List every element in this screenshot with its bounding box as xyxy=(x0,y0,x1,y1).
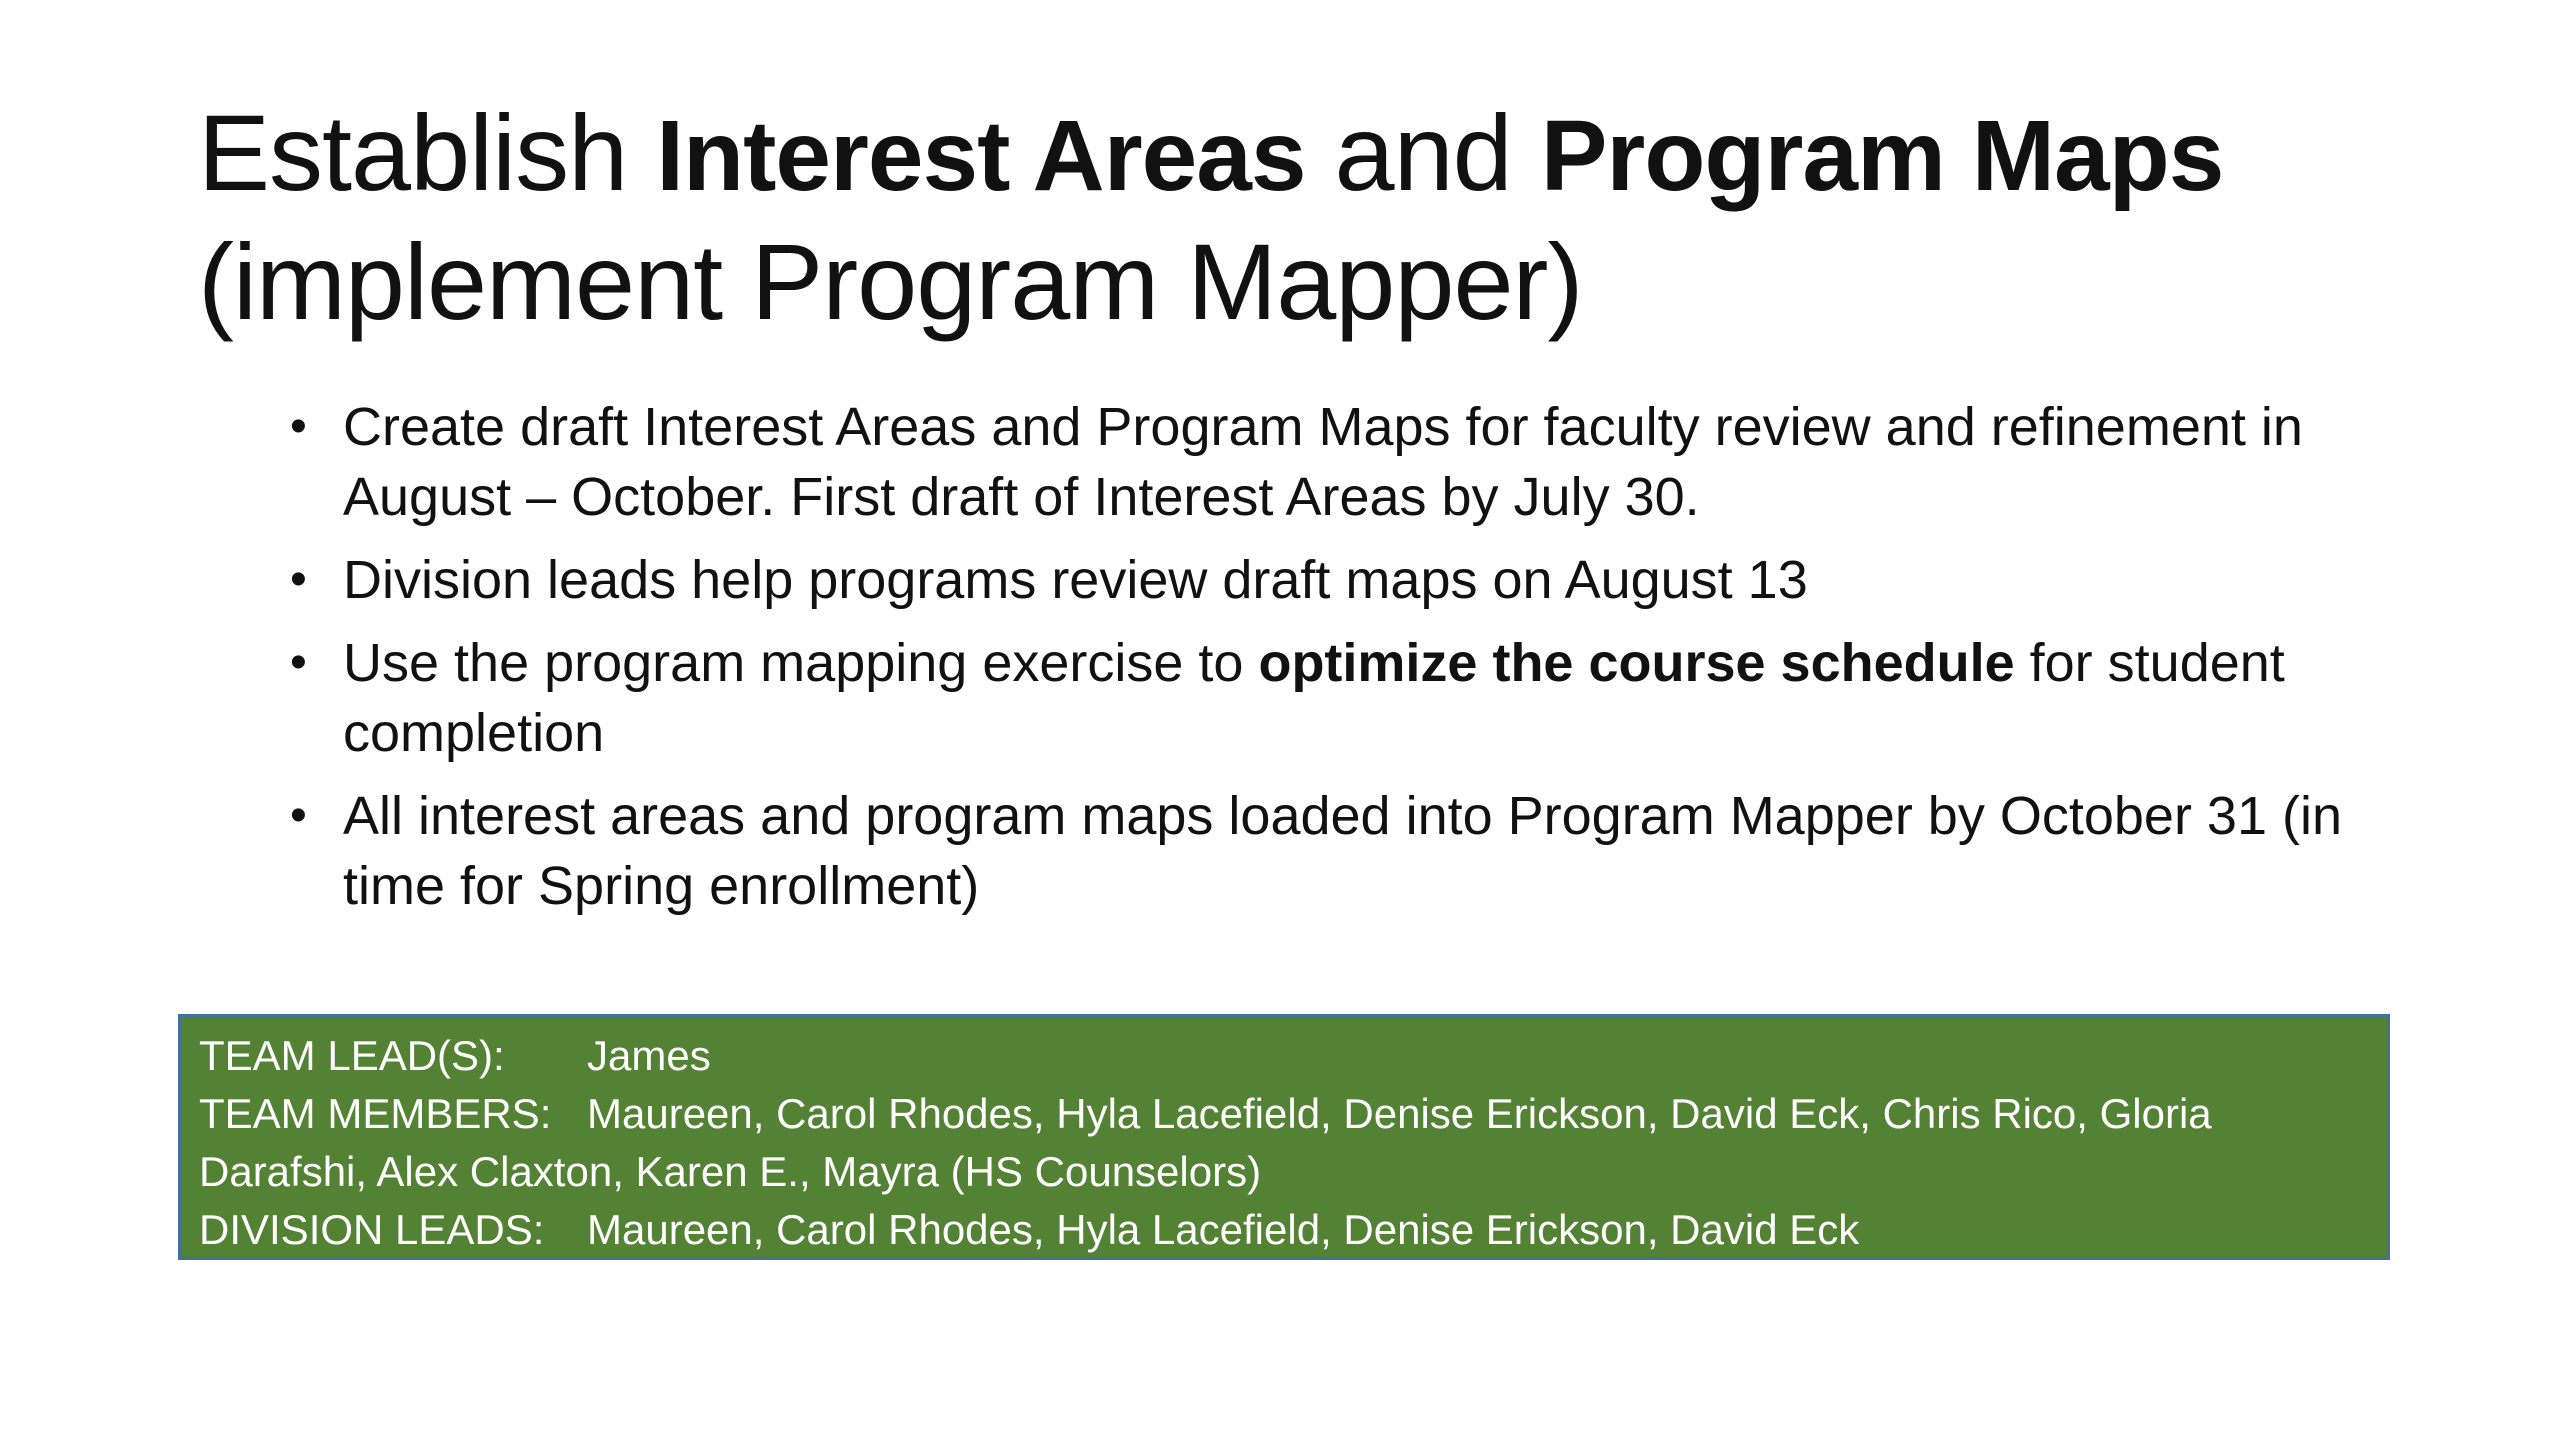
team-lead-line xyxy=(199,1027,2371,1085)
bullet-list xyxy=(290,392,2410,934)
bullet-glyph: • xyxy=(290,636,307,689)
bullet-item-3 xyxy=(290,628,2410,768)
title-interest-areas: Interest Areas xyxy=(656,100,1306,212)
team-lead-label: TEAM LEAD(S): xyxy=(199,1032,505,1079)
bullet-glyph: • xyxy=(290,400,307,453)
bullet-item-4 xyxy=(290,781,2410,921)
division-leads-value: Maureen, Carol Rhodes, Hyla Lacefield, Denise Erickson, David Eck xyxy=(587,1206,1860,1253)
bullet-text-bold: optimize the course schedule xyxy=(1258,633,2015,693)
title-subline: (implement Program Mapper) xyxy=(198,221,1583,342)
bullet-item-2 xyxy=(290,545,2410,615)
bullet-text-before: Use the program mapping exercise to xyxy=(343,633,1259,693)
division-leads-label: DIVISION LEADS: xyxy=(199,1206,545,1253)
division-leads-line xyxy=(199,1201,2371,1259)
team-members-line xyxy=(199,1085,2371,1201)
team-info-box xyxy=(178,1014,2390,1260)
bullet-text: Create draft Interest Areas and Program Maps for faculty review and refinement in August – October. First draft of Interest Areas by July 30. xyxy=(343,397,2303,527)
bullet-glyph: • xyxy=(290,789,307,842)
bullet-glyph: • xyxy=(290,553,307,606)
team-lead-value: James xyxy=(587,1032,711,1079)
team-members-value: Maureen, Carol Rhodes, Hyla Lacefield, Denise Erickson, David Eck, Chris Rico, Gloria Darafshi, Alex Claxton, Karen E., Mayra (HS Counselors) xyxy=(199,1090,2212,1195)
title-and: and xyxy=(1305,92,1541,213)
bullet-item-1 xyxy=(290,392,2410,532)
bullet-text: Division leads help programs review draft maps on August 13 xyxy=(343,550,1808,610)
title-establish: Establish xyxy=(198,92,657,213)
team-members-label: TEAM MEMBERS: xyxy=(199,1090,552,1137)
title-program-maps: Program Maps xyxy=(1540,100,2224,212)
bullet-text: All interest areas and program maps loaded into Program Mapper by October 31 (in time for Spring enrollment) xyxy=(343,786,2343,916)
bullet-text-after: for student completion xyxy=(343,633,2285,763)
slide-title xyxy=(198,90,2418,345)
